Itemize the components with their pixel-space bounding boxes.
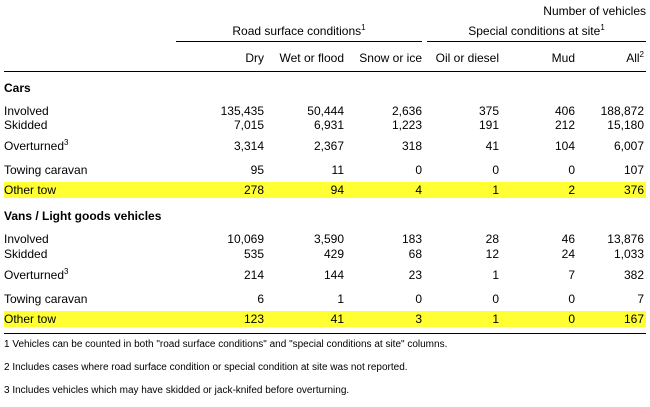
table-cell: 0 <box>568 292 575 306</box>
column-header-snow: Snow or ice <box>359 51 422 65</box>
table-cell: 382 <box>623 268 644 282</box>
table-row <box>4 162 646 178</box>
group-divider-road <box>176 41 422 42</box>
section-title-vans: Vans / Light goods vehicles <box>4 209 162 223</box>
table-cell: 135,435 <box>220 104 264 118</box>
table-cell: 46 <box>561 232 575 246</box>
row-label: Towing caravan <box>4 292 88 306</box>
table-cell: 95 <box>250 163 264 177</box>
row-label: Other tow <box>4 312 57 326</box>
row-label: Skidded <box>4 118 48 132</box>
table-cell: 188,872 <box>600 104 644 118</box>
table-cell: 318 <box>401 139 422 153</box>
table-cell: 535 <box>243 247 264 261</box>
table-cell: 7 <box>568 268 575 282</box>
table-cell: 123 <box>243 312 264 326</box>
table-cell: 12 <box>485 247 499 261</box>
row-label: Involved <box>4 104 49 118</box>
table-cell: 1 <box>492 183 499 197</box>
table-cell: 0 <box>492 292 499 306</box>
row-label: Skidded <box>4 247 48 261</box>
table-cell: 1 <box>337 292 344 306</box>
row-label: Towing caravan <box>4 163 88 177</box>
table-cell: 23 <box>408 268 422 282</box>
table-cell: 278 <box>243 183 264 197</box>
table-cell: 107 <box>623 163 644 177</box>
footnote-2: 2 Includes cases where road surface condition or special condition at site was not reported. <box>4 362 408 373</box>
table-cell: 50,444 <box>307 104 344 118</box>
table-cell: 167 <box>623 312 644 326</box>
table-cell: 0 <box>415 292 422 306</box>
table-cell: 4 <box>415 183 422 197</box>
table-cell: 212 <box>554 118 575 132</box>
row-label: Overturned$^3$ <box>4 267 69 282</box>
table-cell: 1 <box>492 268 499 282</box>
footnote-3: 3 Includes vehicles which may have skidded or jack-knifed before overturning. <box>4 385 350 396</box>
table-cell: 7,015 <box>233 118 264 132</box>
group-header-special-conditions: Special conditions at site$^1$ <box>468 23 605 38</box>
table-cell: 3 <box>415 312 422 326</box>
table-cell: 2,367 <box>313 139 344 153</box>
column-header-wet: Wet or flood <box>279 51 344 65</box>
table-cell: 11 <box>331 163 344 177</box>
column-header-oil: Oil or diesel <box>435 51 499 65</box>
table-cell: 144 <box>323 268 344 282</box>
group-divider-special <box>427 41 646 42</box>
table-cell: 41 <box>485 139 499 153</box>
table-cell: 7 <box>637 292 644 306</box>
table-cell: 94 <box>330 183 344 197</box>
column-header-mud: Mud <box>551 51 575 65</box>
table-cell: 6,007 <box>613 139 644 153</box>
table-row <box>4 311 646 327</box>
table-cell: 28 <box>485 232 499 246</box>
table-cell: 10,069 <box>227 232 264 246</box>
table-cell: 0 <box>568 163 575 177</box>
table-cell: 0 <box>568 312 575 326</box>
table-cell: 6,931 <box>313 118 344 132</box>
table-cell: 214 <box>243 268 264 282</box>
table-cell: 3,314 <box>233 139 264 153</box>
table-cell: 429 <box>323 247 344 261</box>
table-cell: 1,033 <box>613 247 644 261</box>
unit-label: Number of vehicles <box>543 4 646 18</box>
table-cell: 2 <box>568 183 575 197</box>
table-cell: 183 <box>401 232 422 246</box>
table-cell: 13,876 <box>607 232 644 246</box>
table-cell: 1,223 <box>391 118 422 132</box>
column-header-dry: Dry <box>245 51 264 65</box>
table-row <box>4 117 646 133</box>
table-row <box>4 246 646 262</box>
table-cell: 24 <box>561 247 575 261</box>
table-bottom-rule <box>4 333 646 334</box>
table-row <box>4 267 646 283</box>
table-cell: 68 <box>408 247 422 261</box>
row-label: Overturned$^3$ <box>4 138 69 153</box>
column-header-all: All$^2$ <box>626 50 644 65</box>
row-label: Other tow <box>4 183 57 197</box>
table-cell: 104 <box>554 139 575 153</box>
table-cell: 0 <box>492 163 499 177</box>
table-cell: 15,180 <box>607 118 644 132</box>
group-header-road-surface: Road surface conditions$^1$ <box>232 23 366 38</box>
table-cell: 3,590 <box>313 232 344 246</box>
table-row <box>4 291 646 307</box>
table-cell: 191 <box>478 118 499 132</box>
section-title-cars: Cars <box>4 81 31 95</box>
table-row <box>4 231 646 247</box>
table-cell: 2,636 <box>391 104 422 118</box>
table-row <box>4 182 646 198</box>
table-cell: 6 <box>257 292 264 306</box>
table-cell: 376 <box>623 183 644 197</box>
header-divider <box>4 71 646 72</box>
table-cell: 41 <box>330 312 344 326</box>
table-row <box>4 138 646 154</box>
table-cell: 375 <box>478 104 499 118</box>
row-label: Involved <box>4 232 49 246</box>
table-cell: 406 <box>554 104 575 118</box>
footnote-1: 1 Vehicles can be counted in both "road surface conditions" and "special conditions at site" columns. <box>4 339 448 350</box>
table-cell: 1 <box>492 312 499 326</box>
table-cell: 0 <box>415 163 422 177</box>
